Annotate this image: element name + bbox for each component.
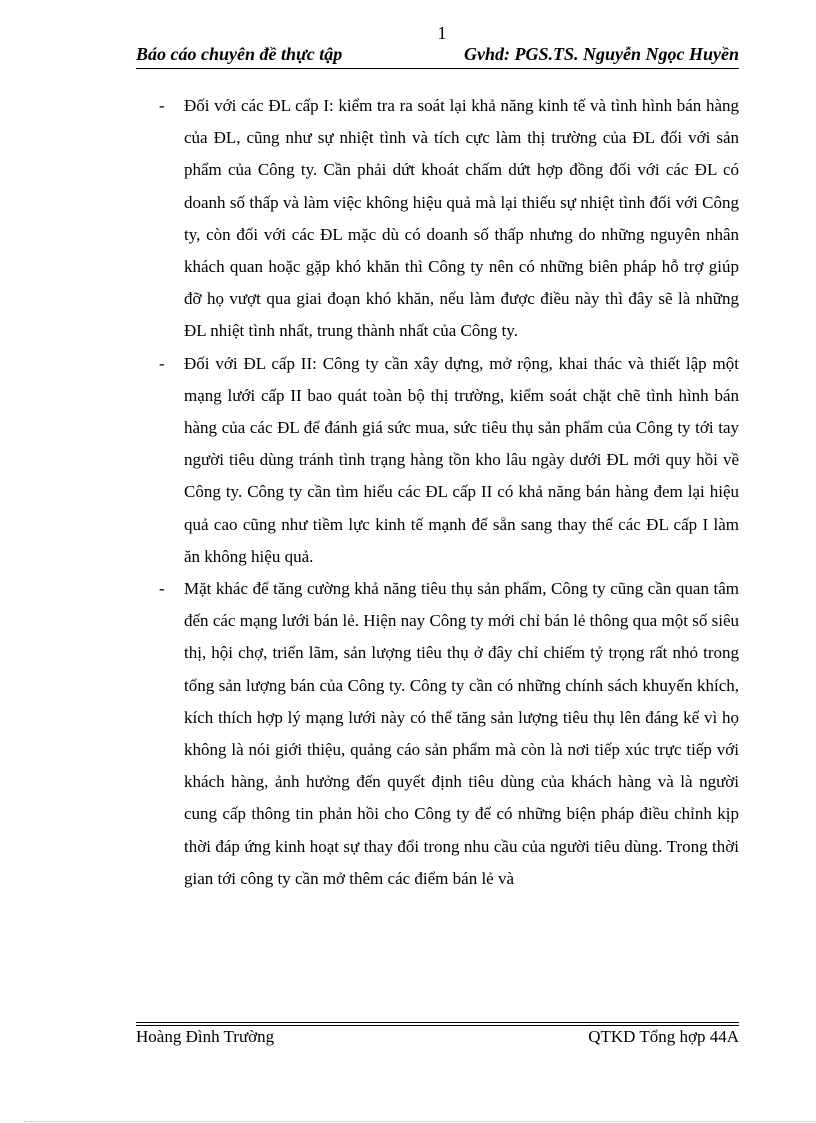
page-number: 1 [437,23,447,43]
bullet-item-retail-network [136,573,739,895]
footer-author: Hoàng Đình Trường [136,1027,275,1046]
document-body [136,90,739,895]
paragraph-text: Đối với các ĐL cấp I: kiểm tra ra soát lại khả năng kinh tế và tình hình bán hàng của ĐL, cũng như sự nhiệt tình và tích cực làm thị trường của ĐL đối với sản phẩm của Công ty. Cần phải dứt khoát chấm dứt hợp đồng đối với các ĐL có doanh số thấp và làm việc không hiệu quả mà lại thiếu sự nhiệt tình đối với Công ty, còn đối với các ĐL mặc dù có doanh số thấp nhưng do những nguyên nhân khách quan hoặc gặp khó khăn thì Công ty nên có những biên pháp hỗ trợ giúp đỡ họ vượt qua giai đoạn khó khăn, nếu làm được điều này thì đây sẽ là những ĐL nhiệt tình nhất, trung thành nhất của Công ty. [184,96,739,341]
bullet-item-tier1-agents [136,90,739,348]
bullet-item-tier2-agents [136,348,739,573]
paragraph-text: Đối với ĐL cấp II: Công ty cần xây dựng, mở rộng, khai thác và thiết lập một mạng lưới cấp II bao quát toàn bộ thị trường, kiểm soát chặt chẽ tình hình bán hàng của các ĐL để đánh giá sức mua, sức tiêu thụ sản phẩm của Công ty tới tay người tiêu dùng tránh tình trạng hàng tồn kho lâu ngày dưới ĐL mới quy hồi về Công ty. Công ty cần tìm hiểu các ĐL cấp II có khả năng bán hàng đem lại hiệu quả cao cũng như tiềm lực kinh tế mạnh để sẵn sang thay thế các ĐL cấp I làm ăn không hiệu quả. [184,353,739,566]
header-divider [136,68,739,69]
bullet-marker: - [159,96,165,115]
footer-divider-top [136,1022,739,1023]
bullet-marker: - [159,579,165,599]
footer-class: QTKD Tổng hợp 44A [588,1027,739,1046]
paragraph-text: Mặt khác để tăng cường khả năng tiêu thụ sản phẩm, Công ty cũng cần quan tâm đến các mạng lưới bán lẻ. Hiện nay Công ty mới chỉ bán lẻ thông qua một số siêu thị, hội chợ, triển lãm, sản lượng tiêu thụ ở đây chỉ chiếm tỷ trọng rất nhỏ trong tổng sản lượng bán của Công ty. Công ty cần có những chính sách khuyến khích, kích thích hợp lý mạng lưới này có thể tăng sản lượng tiêu thụ lên đáng kể vì họ không là nói giới thiệu, quảng cáo sản phẩm mà còn là nơi tiếp xúc trực tiếp với khách hàng, ảnh hưởng đến quyết định tiêu dùng của khách hàng và là người cung cấp thông tin phản hồi cho Công ty để có những biện pháp điều chỉnh kịp thời đáp ứng kinh hoạt sự thay đổi trong nhu cầu của người tiêu dùng. Trong thời gian tới công ty cần mở thêm các điểm bán lẻ và [184,579,739,888]
header-report-title: Báo cáo chuyên đề thực tập [136,44,343,64]
page-header [136,44,739,68]
page-bottom-edge [24,1121,816,1122]
page-footer [136,1027,739,1051]
bullet-marker: - [159,353,165,373]
footer-divider-bottom [136,1025,739,1026]
header-supervisor: Gvhd: PGS.TS. Nguyễn Ngọc Huyền [464,44,739,64]
